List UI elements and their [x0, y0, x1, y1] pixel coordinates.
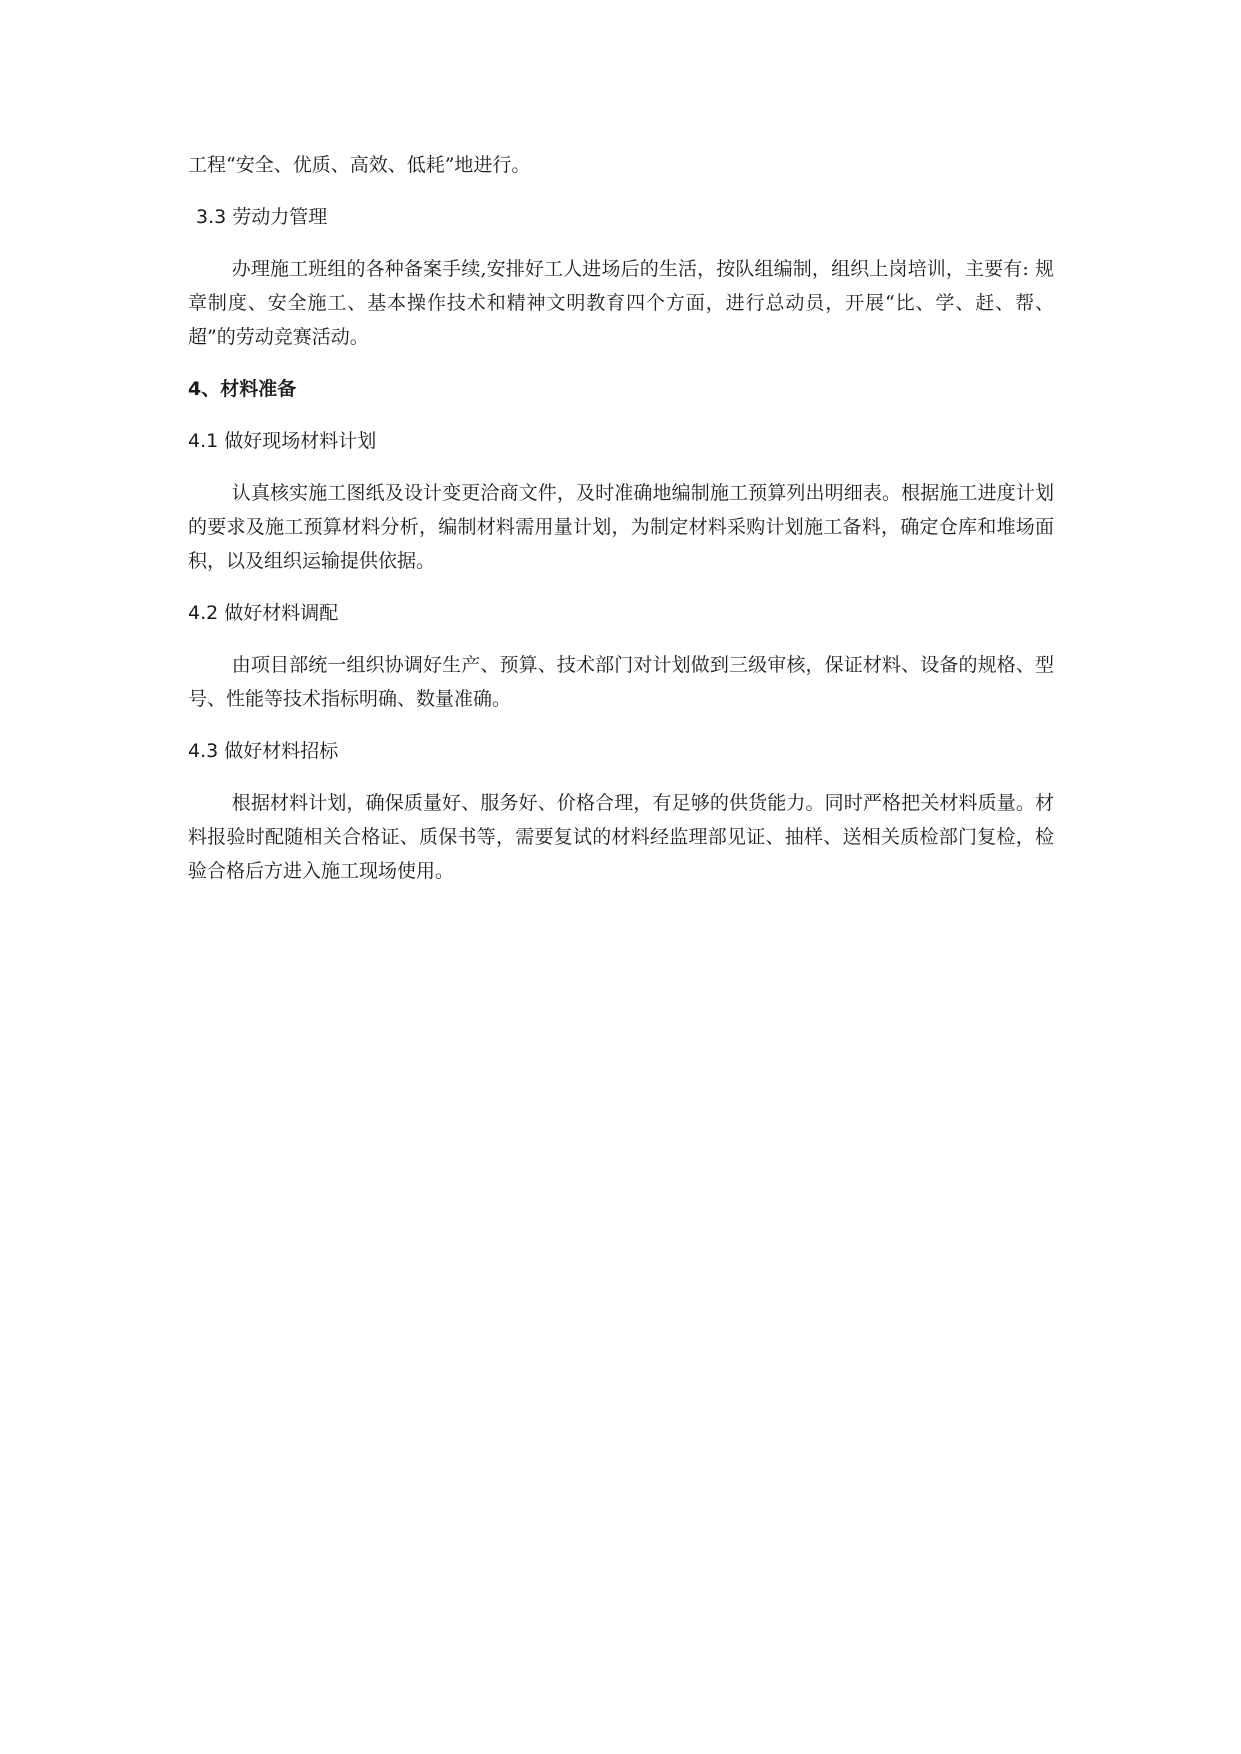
section-3-3-heading: 3.3 劳动力管理: [196, 206, 328, 228]
section-4-heading: 4、材料准备: [188, 378, 297, 400]
section-4-2-body: 由项目部统一组织协调好生产、预算、技术部门对计划做到三级审核，保证材料、设备的规格、型号、性能等技术指标明确、数量准确。: [188, 654, 1054, 710]
section-4-3-body: 根据材料计划，确保质量好、服务好、价格合理，有足够的供货能力。同时严格把关材料质量。材料报验时配随相关合格证、质保书等，需要复试的材料经监理部见证、抽样、送相关质检部门复检，检验合格后方进入施工现场使用。: [188, 792, 1054, 882]
section-4-1-body: 认真核实施工图纸及设计变更洽商文件，及时准确地编制施工预算列出明细表。根据施工进度计划的要求及施工预算材料分析，编制材料需用量计划，为制定材料采购计划施工备料，确定仓库和堆场面积，以及组织运输提供依据。: [188, 482, 1054, 572]
intro-line: 工程“安全、优质、高效、低耗”地进行。: [188, 154, 531, 176]
section-4-3-heading: 4.3 做好材料招标: [188, 740, 339, 762]
document-content: [188, 148, 1054, 906]
section-4-1-heading: 4.1 做好现场材料计划: [188, 430, 377, 452]
section-4-2-heading: 4.2 做好材料调配: [188, 602, 339, 624]
section-3-3-body: 办理施工班组的各种备案手续,安排好工人进场后的生活，按队组编制，组织上岗培训，主要有: 规章制度、安全施工、基本操作技术和精神文明教育四个方面，进行总动员，开展“比、学、赶、帮、超”的劳动竞赛活动。: [188, 258, 1054, 348]
